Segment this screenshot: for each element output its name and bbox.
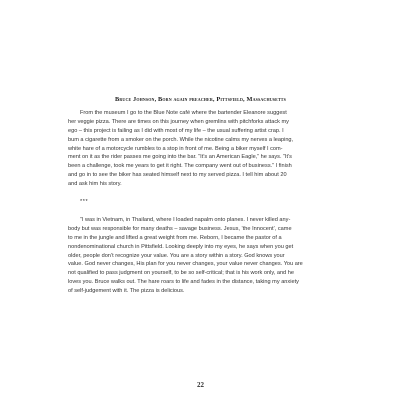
text-line: “I was in Vietnam, in Thailand, where I loaded napalm onto planes. I never killed any- — [80, 217, 291, 223]
paragraph-1 — [68, 109, 334, 189]
section-heading: Bruce Johnson, Born again preacher, Pittsfield, Massachusetts — [115, 96, 286, 103]
section-separator — [68, 198, 334, 207]
text-line: to me in the jungle and lifted a great weight from me. Reborn, I became the pastor of a — [68, 234, 282, 241]
text-line: nondenominational church in Pittsfield. Looking deeply into my eyes, he says when you get — [68, 243, 294, 250]
text-line: loves you. Bruce walks out. The hare roars to life and fades in the distance, taking my anxiety — [68, 279, 299, 286]
text-line: been a challenge, took me years to get it right. The company went out of business.” I finish — [68, 163, 292, 170]
text-line: and ask him his story. — [68, 181, 122, 188]
text-line: From the museum I go to the Blue Note café where the bartender Eleanore suggest — [80, 110, 287, 116]
separator-stars: *** — [80, 199, 89, 205]
paragraph-2 — [68, 216, 334, 296]
text-line: not qualified to pass judgment on yourself, to be so self-critical; that is his work only, and he — [68, 270, 294, 277]
text-line: ego – this project is failing as I did with most of my life – the usual suffering artist crap. I — [68, 127, 284, 134]
text-line: older, people don’t recognize your value. You are a story within a story. God knows your — [68, 252, 285, 259]
page-number: 22 — [197, 381, 204, 389]
text-line: value. God never changes, His plan for you never changes, your value never changes. You are — [68, 261, 303, 268]
text-line: bum a cigarette from a smoker on the porch. While the nicotine calms my nerves a leaping, — [68, 136, 294, 143]
text-line: of self-judgement with it. The pizza is delicious. — [68, 288, 185, 295]
text-line: her veggie pizza. There are times on this journey when gremlins with pitchforks attack my — [68, 118, 289, 125]
text-line: and go in to see the biker has seated himself next to my served pizza. I tell him about 20 — [68, 172, 287, 179]
text-line: body but was responsible for many deaths – savage business. Jesus, ‘the Innocent’, came — [68, 225, 292, 232]
text-line: ment on it as the rider passes me going into the bar. “It’s an American Eagle,” he says. “It’s — [68, 154, 292, 161]
text-line: white hare of a motorcycle rumbles to a stop in front of me. Being a biker myself I com- — [68, 145, 283, 152]
